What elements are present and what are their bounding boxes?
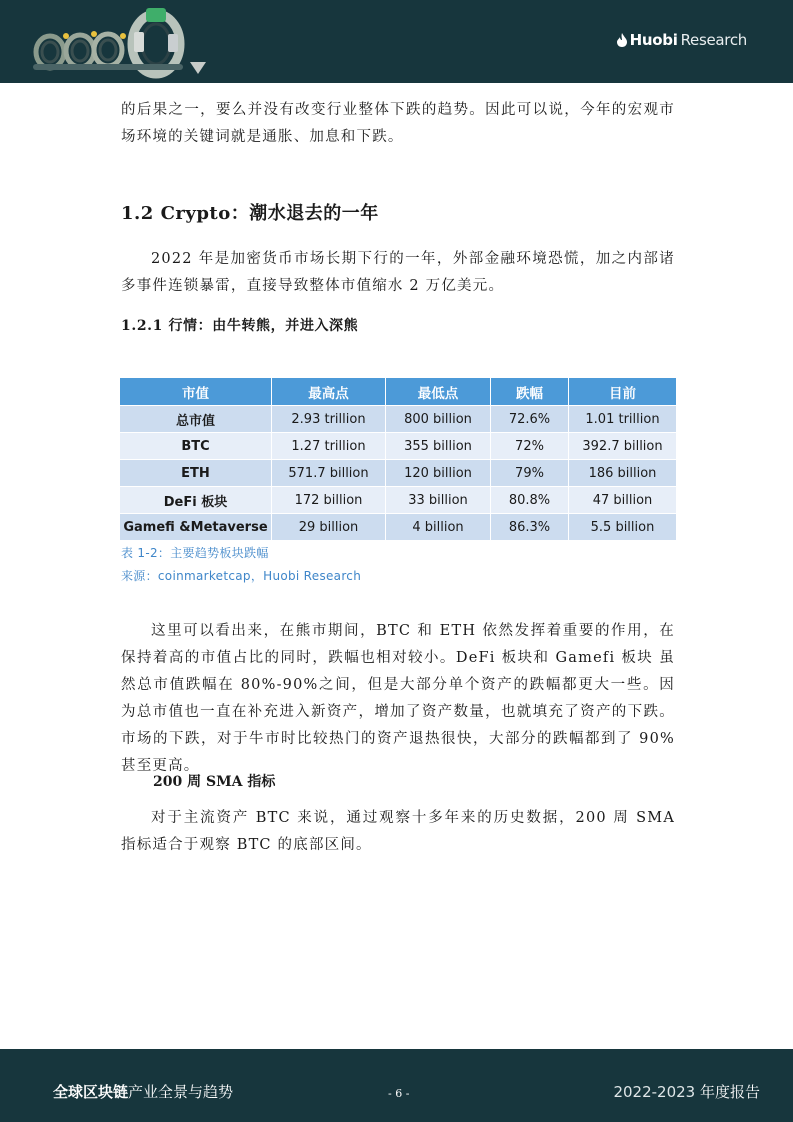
- table-cell: 1.01 trillion: [569, 406, 677, 433]
- table-cell: Gamefi &Metaverse: [120, 514, 272, 541]
- table-cell: 29 billion: [272, 514, 386, 541]
- indicator-paragraph: 对于主流资产 BTC 来说，通过观察十多年来的历史数据，200 周 SMA 指标适合于观察 BTC 的底部区间。: [121, 810, 675, 853]
- page-number: - 6 -: [388, 1087, 410, 1100]
- section-paragraph: 2022 年是加密货币市场长期下行的一年，外部金融环境恐慌，加之内部诸多事件连锁暴雷，直接导致整体市值缩水 2 万亿美元。: [121, 251, 675, 294]
- table-header-cell: 最高点: [272, 378, 386, 406]
- table-cell: 5.5 billion: [569, 514, 677, 541]
- table-cell: 1.27 trillion: [272, 433, 386, 460]
- report-edition: [613, 1081, 760, 1102]
- brand-suffix: Research: [680, 31, 747, 49]
- table-cell: 79%: [491, 460, 569, 487]
- table-cell: 186 billion: [569, 460, 677, 487]
- table-cell: 571.7 billion: [272, 460, 386, 487]
- flame-icon: [617, 33, 627, 47]
- report-title-rest: 产业全景与趋势: [128, 1083, 234, 1101]
- table-cell: 47 billion: [569, 487, 677, 514]
- table-cell: 72.6%: [491, 406, 569, 433]
- table-cell: DeFi 板块: [120, 487, 272, 514]
- market-drawdown-table: [119, 377, 677, 541]
- brand-name: Huobi: [629, 31, 678, 49]
- analysis-paragraph: 这里可以看出来，在熊市期间，BTC 和 ETH 依然发挥着重要的作用，在保持着高的市值占比的同时，跌幅也相对较小。DeFi 板块和 Gamefi 板块 虽然总市值跌幅在 80%-90%之间，但是大部分单个资产的跌幅都更大一些。因为总市值也一直在补充进入新资产，增加了资产数量，也就填充了资产的下跌。市场的下跌，对于牛市时比较热门的资产退热很快，大部分的跌幅都到了 90%甚至更高。: [121, 623, 675, 774]
- crypto-rings-illustration: [28, 4, 218, 80]
- report-label: 年度报告: [695, 1083, 760, 1101]
- table-cell: 4 billion: [386, 514, 491, 541]
- table-cell: 392.7 billion: [569, 433, 677, 460]
- subsection-title: 1.2.1 行情：由牛转熊，并进入深熊: [121, 318, 359, 334]
- section-title: 1.2 Crypto：潮水退去的一年: [121, 203, 379, 224]
- table-header-cell: 跌幅: [491, 378, 569, 406]
- table-row: [120, 514, 677, 541]
- table-cell: 80.8%: [491, 487, 569, 514]
- table-cell: 72%: [491, 433, 569, 460]
- table-row: [120, 406, 677, 433]
- table-header-cell: 市值: [120, 378, 272, 406]
- intro-paragraph: 的后果之一，要么并没有改变行业整体下跌的趋势。因此可以说，今年的宏观市场环境的关键词就是通胀、加息和下跌。: [121, 102, 675, 145]
- table-cell: 800 billion: [386, 406, 491, 433]
- table-cell: BTC: [120, 433, 272, 460]
- table-header-row: [120, 378, 677, 406]
- table-header-cell: 最低点: [386, 378, 491, 406]
- table-cell: 355 billion: [386, 433, 491, 460]
- page-footer: [0, 1049, 793, 1122]
- table-header-cell: 目前: [569, 378, 677, 406]
- table-cell: 120 billion: [386, 460, 491, 487]
- table-cell: ETH: [120, 460, 272, 487]
- report-title: [53, 1081, 233, 1102]
- table-cell: 2.93 trillion: [272, 406, 386, 433]
- table-caption: 表 1-2：主要趋势板块跌幅: [121, 546, 269, 560]
- table-source: 来源：coinmarketcap，Huobi Research: [121, 569, 362, 583]
- table-cell: 总市值: [120, 406, 272, 433]
- table-cell: 33 billion: [386, 487, 491, 514]
- table-cell: 86.3%: [491, 514, 569, 541]
- indicator-title: 200 周 SMA 指标: [153, 774, 276, 790]
- huobi-research-logo: [617, 30, 747, 50]
- table-cell: 172 billion: [272, 487, 386, 514]
- table-row: [120, 487, 677, 514]
- report-title-bold: 全球区块链: [53, 1083, 129, 1101]
- table-row: [120, 460, 677, 487]
- table-row: [120, 433, 677, 460]
- page-header: [0, 0, 793, 83]
- report-year: 2022-2023: [613, 1083, 696, 1101]
